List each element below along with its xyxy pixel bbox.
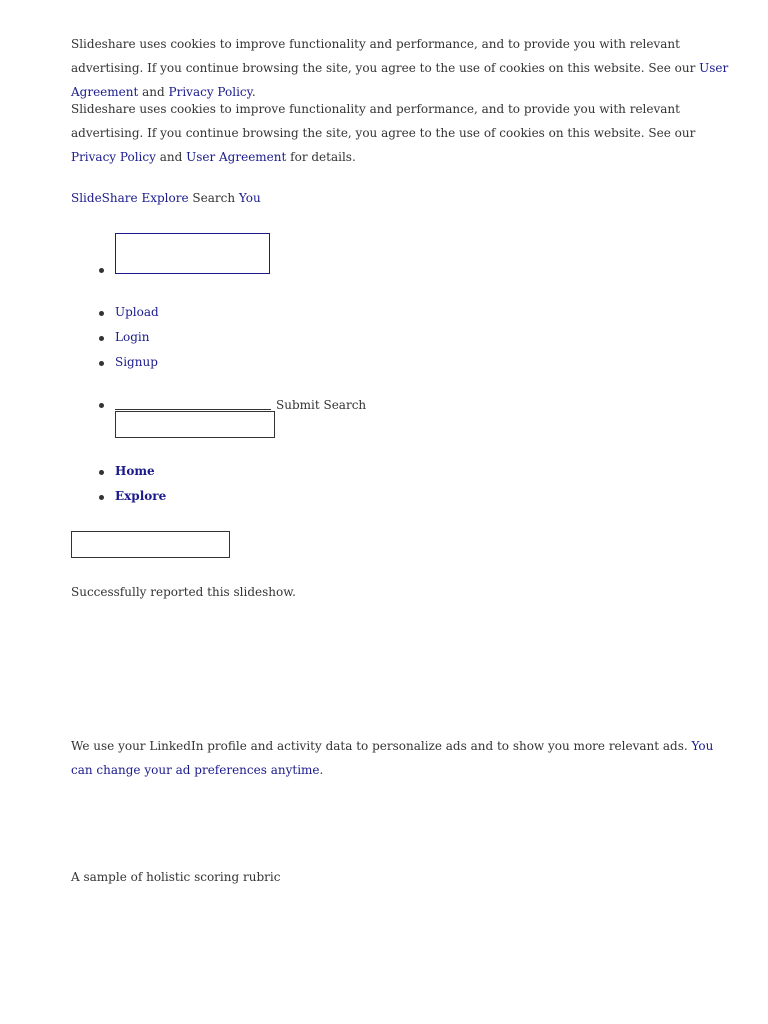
- main-nav-item: [71, 484, 166, 509]
- privacy-policy-link[interactable]: Privacy Policy: [71, 150, 156, 164]
- cookie-notice-2-end: for details.: [286, 150, 356, 164]
- ads-notice: [71, 734, 731, 782]
- login-link[interactable]: Login: [115, 330, 150, 344]
- report-message: Successfully reported this slideshow.: [71, 585, 296, 599]
- submit-search-button[interactable]: Submit Search: [276, 398, 367, 412]
- home-link[interactable]: Home: [115, 464, 155, 478]
- ad-preferences-link[interactable]: You can change your ad preferences anytime: [71, 739, 714, 777]
- account-menu-item: [71, 350, 159, 375]
- cookie-notice-2-text: Slideshare uses cookies to improve functionality and performance, and to provide you with relevant advertising. If you continue browsing the site, you agree to the use of cookies on this website. See our: [71, 102, 696, 140]
- cookie-notice-2-and: and: [155, 150, 187, 164]
- list-bullet: [99, 268, 104, 273]
- search-label: Search: [192, 191, 236, 205]
- privacy-policy-link[interactable]: Privacy Policy: [168, 85, 252, 99]
- signup-link[interactable]: Signup: [115, 355, 158, 369]
- user-agreement-link[interactable]: User Agreement: [71, 61, 729, 99]
- ads-notice-text: We use your LinkedIn profile and activity data to personalize ads and to show you more relevant ads.: [71, 739, 692, 753]
- main-nav: [71, 459, 166, 509]
- you-link[interactable]: You: [238, 191, 261, 205]
- search-divider: [115, 409, 271, 410]
- explore-link[interactable]: Explore: [141, 191, 189, 205]
- cookie-notice-1-text: Slideshare uses cookies to improve functionality and performance, and to provide you with relevant advertising. If you continue browsing the site, you agree to the use of cookies on this website. See our: [71, 37, 700, 75]
- ads-notice-end: .: [319, 763, 324, 777]
- explore-nav-link[interactable]: Explore: [115, 489, 167, 503]
- top-nav: [71, 188, 261, 208]
- report-input-box[interactable]: [71, 531, 230, 558]
- cookie-notice-2: [71, 97, 731, 169]
- logo-link-box[interactable]: [115, 233, 270, 274]
- list-bullet: [99, 403, 104, 408]
- cookie-notice-1: [71, 32, 731, 104]
- main-nav-item: [71, 459, 166, 484]
- search-input[interactable]: [115, 411, 275, 438]
- user-agreement-link[interactable]: User Agreement: [186, 150, 287, 164]
- account-menu: [71, 300, 159, 375]
- cookie-notice-1-and: and: [138, 85, 169, 99]
- upload-link[interactable]: Upload: [115, 305, 159, 319]
- cookie-notice-1-end: .: [251, 85, 256, 99]
- slideshow-title: A sample of holistic scoring rubric: [71, 870, 281, 884]
- slideshare-link[interactable]: SlideShare: [71, 191, 138, 205]
- account-menu-item: [71, 325, 159, 350]
- account-menu-item: [71, 300, 159, 325]
